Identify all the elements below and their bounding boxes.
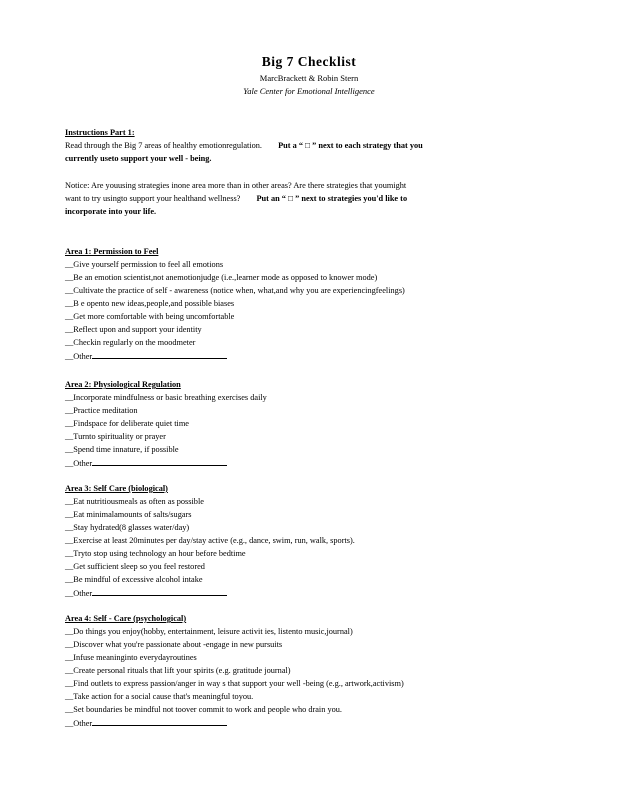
area-1-item[interactable]: __Get more comfortable with being uncomfortable — [65, 312, 235, 321]
other-blank-line[interactable] — [92, 458, 227, 466]
other-blank-line[interactable] — [92, 718, 227, 726]
area-4-item[interactable]: __Create personal rituals that lift your spirits (e.g. gratitude journal) — [65, 666, 291, 675]
other-label: __Other — [65, 589, 93, 598]
area-3-other[interactable] — [65, 588, 227, 599]
notice-text: want to try usingto support your healthand wellness? — [65, 194, 241, 203]
instructions-line-2: currently useto support your well - being. — [65, 154, 212, 163]
notice-emphasis: Put an “ □ ” next to strategies you'd like to — [256, 194, 408, 203]
area-3-item[interactable]: __Stay hydrated(8 glasses water/day) — [65, 523, 190, 532]
area-3-item[interactable]: __Tryto stop using technology an hour before bedtime — [65, 549, 246, 558]
area-2-item[interactable]: __Turnto spirituality or prayer — [65, 432, 166, 441]
area-3-item[interactable]: __Exercise at least 20minutes per day/stay active (e.g., dance, swim, run, walk, sports). — [65, 536, 355, 545]
other-label: __Other — [65, 719, 93, 728]
area-4-other[interactable] — [65, 718, 227, 729]
area-3-heading: Area 3: Self Care (biological) — [65, 484, 168, 493]
notice-line-2 — [65, 194, 407, 204]
area-4-heading: Area 4: Self - Care (psychological) — [65, 614, 187, 623]
other-blank-line[interactable] — [92, 351, 227, 359]
area-4-item[interactable]: __Do things you enjoy(hobby, entertainment, leisure activit ies, listento music,journal) — [65, 627, 353, 636]
area-1-item[interactable]: __B e opento new ideas,people,and possible biases — [65, 299, 235, 308]
area-3-item[interactable]: __Be mindful of excessive alcohol intake — [65, 575, 203, 584]
instructions-line-1 — [65, 141, 423, 151]
area-2-item[interactable]: __Practice meditation — [65, 406, 138, 415]
instructions-text: Read through the Big 7 areas of healthy emotionregulation. — [65, 141, 262, 150]
area-4-item[interactable]: __Infuse meaninginto everydayroutines — [65, 653, 197, 662]
area-4-item[interactable]: __Find outlets to express passion/anger in way s that support your well -being (e.g., artwork,activism) — [65, 679, 404, 688]
other-label: __Other — [65, 352, 93, 361]
area-1-item[interactable]: __Cultivate the practice of self - awareness (notice when, what,and why you are experiencingfeelings) — [65, 286, 405, 295]
affiliation: Yale Center for Emotional Intelligence — [243, 86, 375, 96]
area-2-item[interactable]: __Findspace for deliberate quiet time — [65, 419, 189, 428]
area-4-item[interactable]: __Take action for a social cause that's meaningful toyou. — [65, 692, 254, 701]
area-1-other[interactable] — [65, 351, 227, 362]
area-3-item[interactable]: __Eat minimalamounts of salts/sugars — [65, 510, 192, 519]
area-1-heading: Area 1: Permission to Feel — [65, 247, 159, 256]
instructions-emphasis: Put a “ □ ” next to each strategy that you — [278, 141, 423, 150]
area-2-item[interactable]: __Spend time innature, if possible — [65, 445, 179, 454]
area-1-item[interactable]: __Checkin regularly on the moodmeter — [65, 338, 196, 347]
area-1-item[interactable]: __Be an emotion scientist,not anemotionjudge (i.e.,learner mode as opposed to knower mode) — [65, 273, 378, 282]
area-2-heading: Area 2: Physiological Regulation — [65, 380, 181, 389]
area-2-other[interactable] — [65, 458, 227, 469]
area-3-item[interactable]: __Eat nutritiousmeals as often as possible — [65, 497, 204, 506]
area-1-item[interactable]: __Reflect upon and support your identity — [65, 325, 202, 334]
notice-line-3: incorporate into your life. — [65, 207, 157, 216]
other-blank-line[interactable] — [92, 588, 227, 596]
area-4-item[interactable]: __Discover what you're passionate about -engage in new pursuits — [65, 640, 283, 649]
authors: MarcBrackett & Robin Stern — [259, 73, 359, 83]
document-title: Big 7 Checklist — [261, 54, 357, 69]
area-4-item[interactable]: __Set boundaries be mindful not toover commit to work and people who drain you. — [65, 705, 342, 714]
other-label: __Other — [65, 459, 93, 468]
instructions-heading: Instructions Part 1: — [65, 128, 135, 137]
area-1-item[interactable]: __Give yourself permission to feel all emotions — [65, 260, 224, 269]
notice-line-1: Notice: Are youusing strategies inone area more than in other areas? Are there strategies that youmight — [65, 181, 407, 190]
area-2-item[interactable]: __Incorporate mindfulness or basic breathing exercises daily — [65, 393, 267, 402]
area-3-item[interactable]: __Get sufficient sleep so you feel restored — [65, 562, 205, 571]
